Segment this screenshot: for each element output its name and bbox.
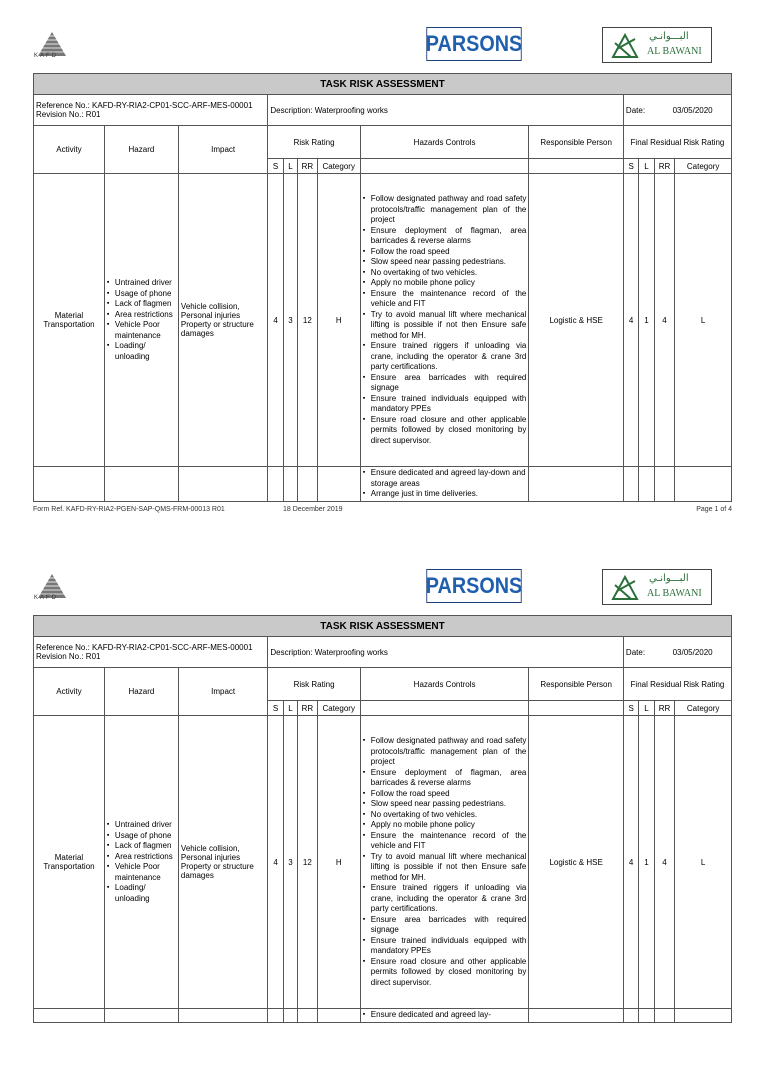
next-controls-list [363, 1010, 527, 1021]
risk-s: 4 [268, 174, 283, 467]
hazard-item: ▪ Untrained driver [107, 278, 176, 289]
al-bawani-english-text: AL BAWANI [647, 588, 702, 599]
date-value: 03/05/2020 [654, 95, 731, 126]
risk-assessment-table [33, 615, 732, 1023]
col-hazard: Hazard [104, 126, 178, 174]
col-final-residual: Final Residual Risk Rating [623, 126, 731, 159]
col-hazard-controls: Hazards Controls [360, 126, 529, 159]
controls-cell [360, 174, 529, 467]
hazard-cell [104, 716, 178, 1009]
sub-controls-blank [360, 159, 529, 174]
control-item: ▪ Follow designated pathway and road safety protocols/traffic management plan of the project [363, 736, 527, 768]
control-item: ▪ Ensure trained riggers if unloading via crane, including the operator & crane 3rd party certifications. [363, 883, 527, 915]
risk-category: H [317, 716, 360, 1009]
control-item: ▪ Ensure trained riggers if unloading via crane, including the operator & crane 3rd party certifications. [363, 341, 527, 373]
hazard-cell [104, 174, 178, 467]
hazard-item: ▪ Vehicle Poor maintenance [107, 862, 176, 883]
control-item: ▪ Ensure trained individuals equipped with mandatory PPEs [363, 936, 527, 957]
description: Description: Waterproofing works [268, 637, 624, 668]
sub-final-rr: RR [654, 701, 675, 716]
control-item: ▪ Ensure the maintenance record of the vehicle and FIT [363, 289, 527, 310]
sub-s: S [268, 159, 283, 174]
control-item: ▪ Follow designated pathway and road safety protocols/traffic management plan of the project [363, 194, 527, 226]
next-controls-cell [360, 1009, 529, 1023]
al-bawani-arabic-text: البـــوانـي [649, 573, 689, 584]
logo-header [0, 0, 768, 72]
control-item: ▪ Ensure road closure and other applicable permits followed by closed monitoring by direct supervisor. [363, 415, 527, 447]
final-l: 1 [639, 716, 654, 1009]
control-item: ▪ Slow speed near passing pedestrians. [363, 799, 527, 810]
footer-date: 18 December 2019 [283, 506, 343, 513]
control-item: ▪ Follow the road speed [363, 247, 527, 258]
final-category: L [675, 716, 732, 1009]
sub-final-s: S [623, 701, 638, 716]
control-item: ▪ Ensure trained individuals equipped with mandatory PPEs [363, 394, 527, 415]
reference-number: Reference No.: KAFD-RY-RIA2-CP01-SCC-ARF-MES-00001 Revision No.: R01 [34, 637, 268, 668]
control-item: ▪ Ensure deployment of flagman, area barricades & reverse alarms [363, 226, 527, 247]
next-control-item: ▪ Ensure dedicated and agreed lay- [363, 1010, 527, 1021]
hazard-item: ▪ Loading/ unloading [107, 341, 176, 362]
control-item: ▪ No overtaking of two vehicles. [363, 810, 527, 821]
hazard-item: ▪ Lack of flagmen [107, 299, 176, 310]
kafd-logo-text: KAFD [34, 595, 59, 601]
control-item: ▪ Ensure area barricades with required signage [363, 373, 527, 394]
date-label: Date: [623, 637, 654, 668]
table-row [34, 1009, 732, 1023]
risk-category: H [317, 174, 360, 467]
next-control-item: ▪ Ensure dedicated and agreed lay-down and storage areas [363, 468, 527, 489]
next-controls-list [363, 468, 527, 500]
final-s: 4 [623, 174, 638, 467]
responsible-cell: Logistic & HSE [529, 174, 624, 467]
table-row [34, 174, 732, 467]
hazard-item: ▪ Loading/ unloading [107, 883, 176, 904]
col-impact: Impact [178, 668, 267, 716]
al-bawani-logo [602, 27, 712, 63]
col-responsible: Responsible Person [529, 126, 624, 159]
control-item: ▪ Slow speed near passing pedestrians. [363, 257, 527, 268]
col-responsible: Responsible Person [529, 668, 624, 701]
hazard-item: ▪ Lack of flagmen [107, 841, 176, 852]
sub-final-s: S [623, 159, 638, 174]
next-controls-cell [360, 467, 529, 502]
risk-l: 3 [283, 174, 297, 467]
sub-controls-blank [360, 701, 529, 716]
document-page-1 [0, 0, 768, 540]
table-row [34, 467, 732, 502]
risk-assessment-table [33, 73, 732, 502]
logo-header [0, 542, 768, 614]
risk-l: 3 [283, 716, 297, 1009]
activity-cell: Material Transportation [34, 174, 105, 467]
sub-responsible-blank [529, 701, 624, 716]
date-label: Date: [623, 95, 654, 126]
impact-cell: Vehicle collision, Personal injuries Property or structure damages [178, 174, 267, 467]
sub-l: L [283, 159, 297, 174]
hazard-item: ▪ Untrained driver [107, 820, 176, 831]
sub-final-l: L [639, 701, 654, 716]
sub-responsible-blank [529, 159, 624, 174]
form-reference: Form Ref. KAFD-RY-RIA2-PGEN-SAP-QMS-FRM-00013 R01 [33, 506, 225, 513]
hazard-list [107, 820, 176, 904]
document-page-2 [0, 542, 768, 1082]
al-bawani-english-text: AL BAWANI [647, 46, 702, 57]
control-item: ▪ Apply no mobile phone policy [363, 278, 527, 289]
hazard-item: ▪ Area restrictions [107, 852, 176, 863]
description: Description: Waterproofing works [268, 95, 624, 126]
sub-category: Category [317, 701, 360, 716]
al-bawani-arabic-text: البـــوانـي [649, 31, 689, 42]
col-activity: Activity [34, 126, 105, 174]
al-bawani-logo [602, 569, 712, 605]
controls-list [363, 736, 527, 988]
page-number: Page 1 of 4 [696, 506, 732, 513]
risk-rr: 12 [298, 174, 318, 467]
date-value: 03/05/2020 [654, 637, 731, 668]
final-rr: 4 [654, 716, 675, 1009]
al-bawani-mark-icon [611, 575, 639, 601]
control-item: ▪ No overtaking of two vehicles. [363, 268, 527, 279]
table-title: TASK RISK ASSESSMENT [34, 74, 732, 95]
table-row [34, 716, 732, 1009]
sub-l: L [283, 701, 297, 716]
hazard-item: ▪ Vehicle Poor maintenance [107, 320, 176, 341]
hazard-item: ▪ Area restrictions [107, 310, 176, 321]
controls-list [363, 194, 527, 446]
control-item: ▪ Ensure area barricades with required signage [363, 915, 527, 936]
col-risk-rating: Risk Rating [268, 668, 360, 701]
sub-final-l: L [639, 159, 654, 174]
responsible-cell: Logistic & HSE [529, 716, 624, 1009]
col-activity: Activity [34, 668, 105, 716]
risk-rr: 12 [298, 716, 318, 1009]
sub-s: S [268, 701, 283, 716]
al-bawani-mark-icon [611, 33, 639, 59]
table-title: TASK RISK ASSESSMENT [34, 616, 732, 637]
col-hazard-controls: Hazards Controls [360, 668, 529, 701]
final-s: 4 [623, 716, 638, 1009]
final-l: 1 [639, 174, 654, 467]
control-item: ▪ Follow the road speed [363, 789, 527, 800]
control-item: ▪ Ensure road closure and other applicable permits followed by closed monitoring by direct supervisor. [363, 957, 527, 989]
sub-rr: RR [298, 159, 318, 174]
sub-rr: RR [298, 701, 318, 716]
parsons-logo: PARSONS [426, 569, 521, 603]
hazard-item: ▪ Usage of phone [107, 289, 176, 300]
hazard-item: ▪ Usage of phone [107, 831, 176, 842]
sub-category: Category [317, 159, 360, 174]
final-category: L [675, 174, 732, 467]
sub-final-category: Category [675, 159, 732, 174]
control-item: ▪ Ensure the maintenance record of the vehicle and FIT [363, 831, 527, 852]
impact-cell: Vehicle collision, Personal injuries Property or structure damages [178, 716, 267, 1009]
next-control-item: ▪ Arrange just in time deliveries. [363, 489, 527, 500]
control-item: ▪ Ensure deployment of flagman, area barricades & reverse alarms [363, 768, 527, 789]
hazard-list [107, 278, 176, 362]
col-hazard: Hazard [104, 668, 178, 716]
reference-number: Reference No.: KAFD-RY-RIA2-CP01-SCC-ARF-MES-00001 Revision No.: R01 [34, 95, 268, 126]
control-item: ▪ Try to avoid manual lift where mechanical lifting is possible if not then Ensure safe method for MH. [363, 310, 527, 342]
col-risk-rating: Risk Rating [268, 126, 360, 159]
control-item: ▪ Try to avoid manual lift where mechanical lifting is possible if not then Ensure safe method for MH. [363, 852, 527, 884]
controls-cell [360, 716, 529, 1009]
final-rr: 4 [654, 174, 675, 467]
kafd-logo-text: KAFD [34, 53, 59, 59]
sub-final-rr: RR [654, 159, 675, 174]
col-impact: Impact [178, 126, 267, 174]
activity-cell: Material Transportation [34, 716, 105, 1009]
col-final-residual: Final Residual Risk Rating [623, 668, 731, 701]
sub-final-category: Category [675, 701, 732, 716]
risk-s: 4 [268, 716, 283, 1009]
parsons-logo: PARSONS [426, 27, 521, 61]
control-item: ▪ Apply no mobile phone policy [363, 820, 527, 831]
